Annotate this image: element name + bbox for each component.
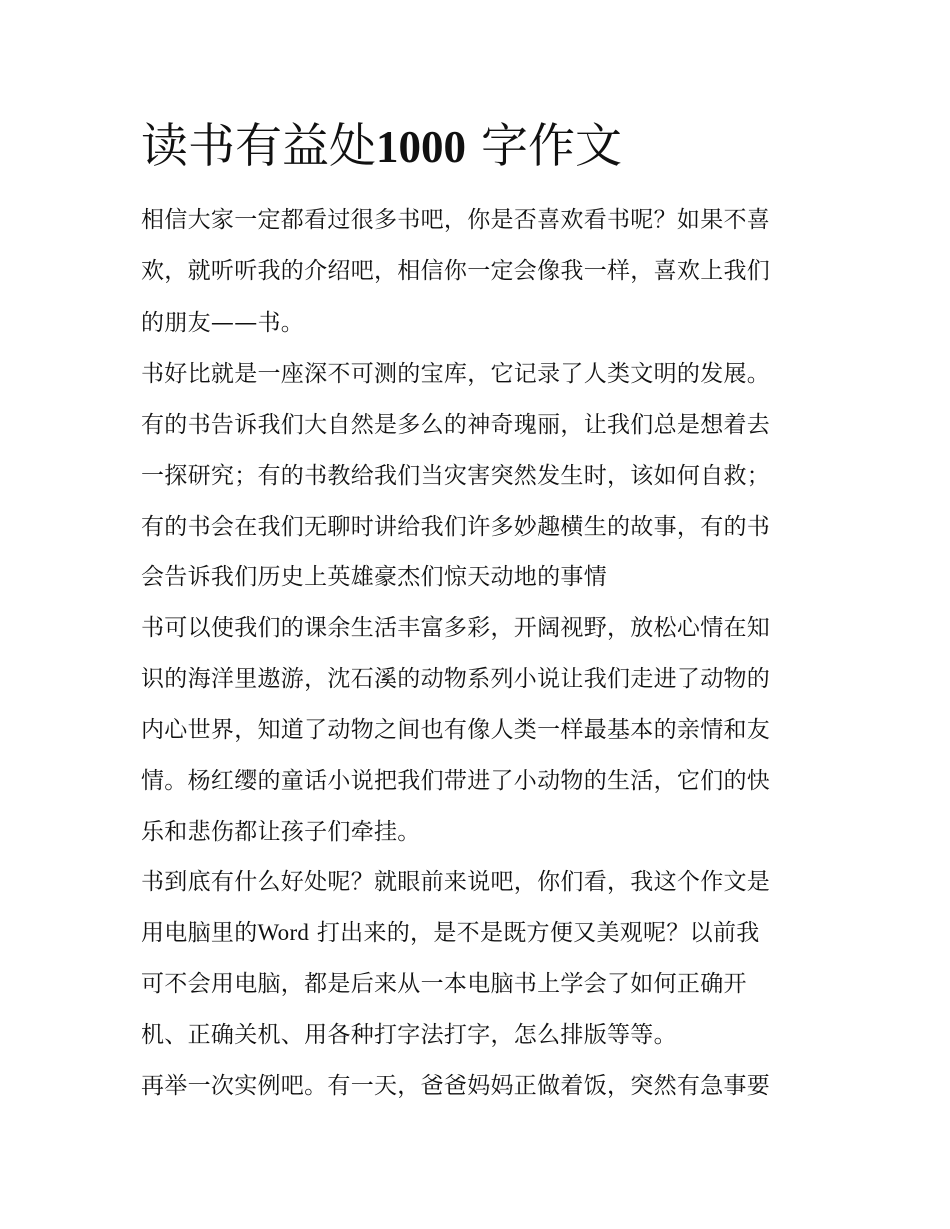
title-suffix: 字作文 bbox=[480, 119, 622, 174]
word-line-before: 用电脑里的 bbox=[141, 920, 258, 946]
text-line: 内心世界，知道了动物之间也有像人类一样最基本的亲情和友 bbox=[141, 717, 771, 743]
text-line: 的朋友——书。 bbox=[141, 310, 305, 336]
title-prefix: 读书有益处 bbox=[141, 119, 376, 174]
title-number: 1000 bbox=[376, 122, 466, 172]
text-line: 一探研究；有的书教给我们当灾害突然发生时，该如何自救； bbox=[141, 463, 771, 489]
document-title bbox=[141, 116, 622, 178]
word-line-after: 打出来的，是不是既方便又美观呢？以前我 bbox=[316, 920, 760, 946]
text-line: 乐和悲伤都让孩子们牵挂。 bbox=[141, 819, 421, 845]
text-line: 欢，就听听我的介绍吧，相信你一定会像我一样，喜欢上我们 bbox=[141, 258, 771, 284]
text-line: 相信大家一定都看过很多书吧，你是否喜欢看书呢？如果不喜 bbox=[141, 207, 771, 233]
text-line: 有的书会在我们无聊时讲给我们许多妙趣横生的故事，有的书 bbox=[141, 514, 771, 540]
text-line: 书到底有什么好处呢？就眼前来说吧，你们看，我这个作文是 bbox=[141, 869, 771, 895]
text-line: 识的海洋里遨游，沈石溪的动物系列小说让我们走进了动物的 bbox=[141, 666, 771, 692]
text-line: 可不会用电脑，都是后来从一本电脑书上学会了如何正确开 bbox=[141, 971, 747, 997]
word-term: Word bbox=[257, 920, 310, 945]
text-line: 书好比就是一座深不可测的宝库，它记录了人类文明的发展。 bbox=[141, 361, 771, 387]
text-line: 书可以使我们的课余生活丰富多彩，开阔视野，放松心情在知 bbox=[141, 615, 771, 641]
text-line bbox=[141, 918, 760, 948]
text-line: 再举一次实例吧。有一天，爸爸妈妈正做着饭，突然有急事要 bbox=[141, 1073, 771, 1099]
text-line: 情。杨红缨的童话小说把我们带进了小动物的生活，它们的快 bbox=[141, 768, 771, 794]
text-line: 机、正确关机、用各种打字法打字，怎么排版等等。 bbox=[141, 1022, 677, 1048]
text-line: 会告诉我们历史上英雄豪杰们惊天动地的事情 bbox=[141, 564, 607, 590]
text-line: 有的书告诉我们大自然是多么的神奇瑰丽，让我们总是想着去 bbox=[141, 412, 771, 438]
